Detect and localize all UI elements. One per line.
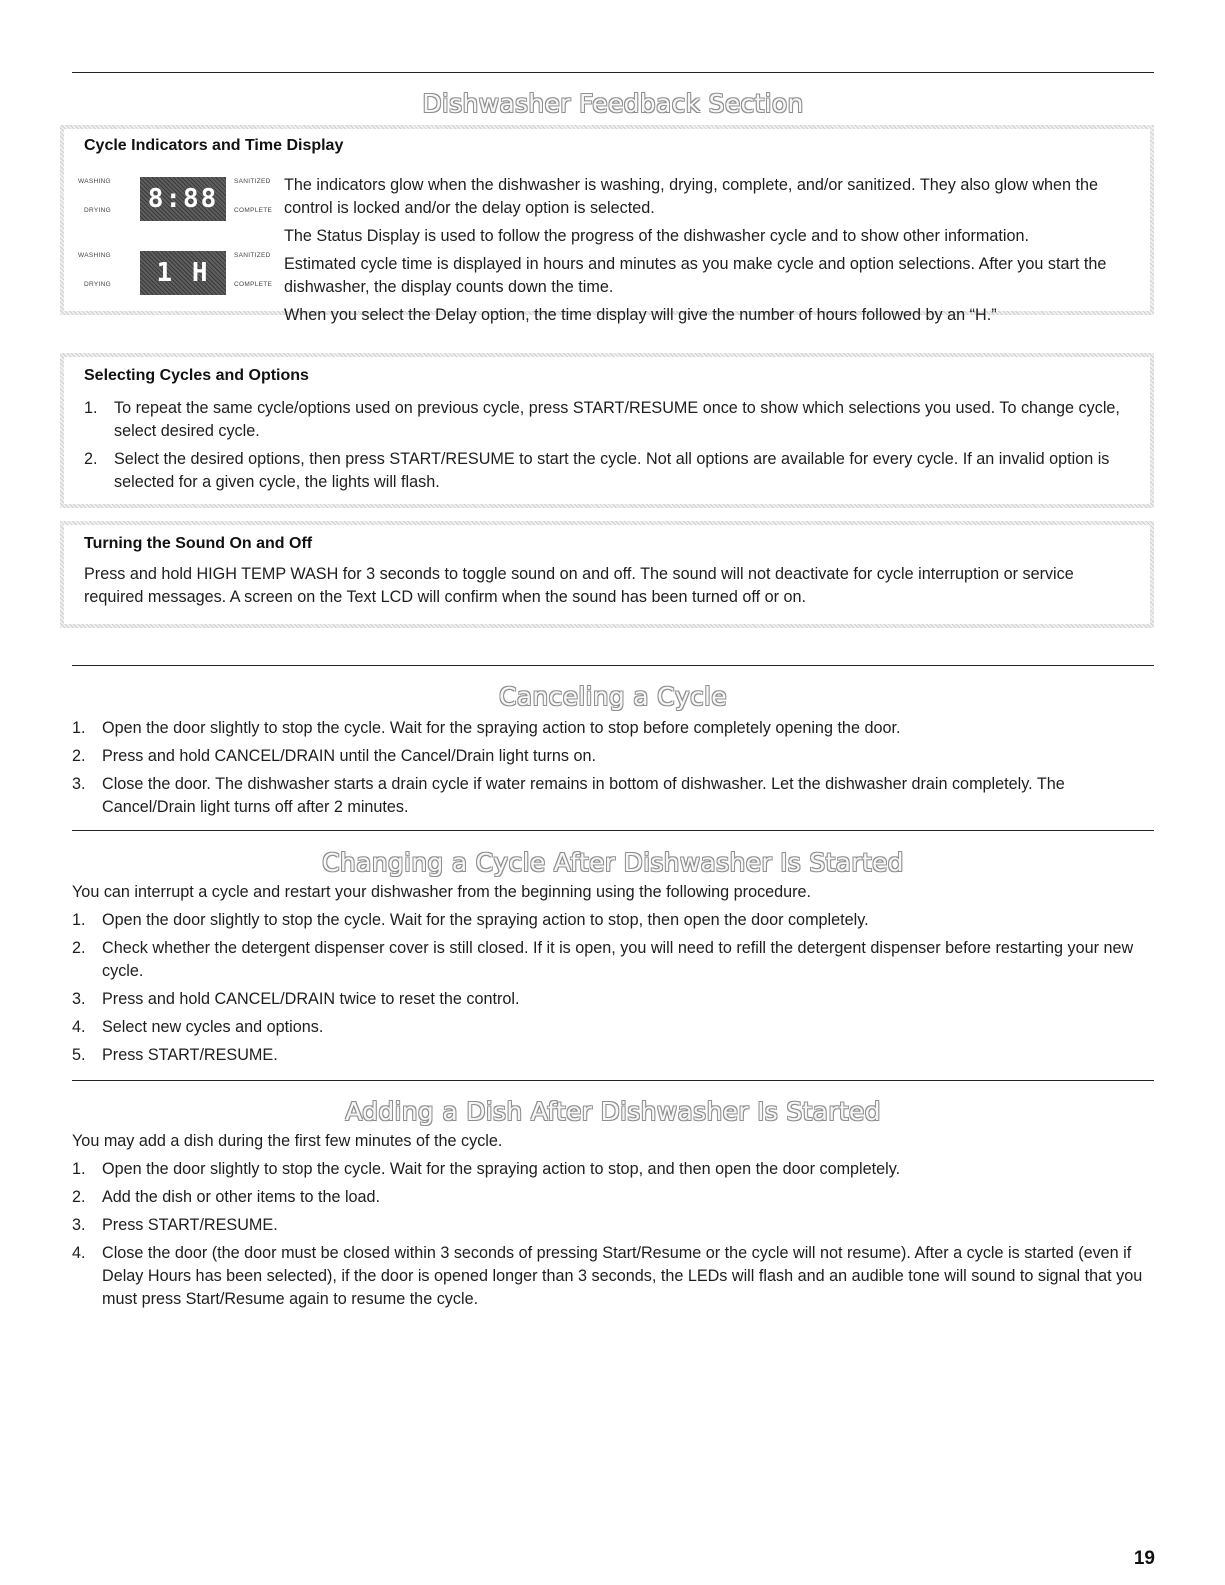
sound-toggle-box bbox=[60, 521, 1154, 628]
status-display-example-2 bbox=[78, 245, 278, 305]
list-item bbox=[72, 1186, 1152, 1209]
canceling-rule bbox=[72, 665, 1154, 666]
canceling-steps-list bbox=[72, 717, 1152, 824]
adding-rule bbox=[72, 1080, 1154, 1081]
selecting-cycles-list bbox=[84, 397, 1130, 494]
top-rule bbox=[72, 72, 1154, 73]
complete-indicator: COMPLETE bbox=[234, 281, 273, 288]
sound-toggle-heading: Turning the Sound On and Off bbox=[84, 535, 313, 552]
adding-section-body bbox=[72, 1130, 1152, 1316]
list-text: Open the door slightly to stop the cycle. Wait for the spraying action to stop, then open the door completely. bbox=[102, 911, 869, 929]
feedback-section-title: Dishwasher Feedback Section bbox=[422, 89, 804, 118]
list-number: 2. bbox=[72, 939, 86, 957]
list-number: 5. bbox=[72, 1046, 86, 1064]
list-text: Press START/RESUME. bbox=[102, 1046, 278, 1064]
delay-option-paragraph: When you select the Delay option, the time display will give the number of hours followed by an “H.” bbox=[284, 306, 997, 324]
indicators-paragraph: The indicators glow when the dishwasher is washing, drying, complete, and/or sanitized. They also glow when the control is locked and/or the delay option is selected. bbox=[284, 176, 1099, 217]
list-text: Close the door. The dishwasher starts a drain cycle if water remains in bottom of dishwasher. Let the dishwasher drain completely. The Cancel/Drain light turns off after 2 minutes. bbox=[102, 775, 1065, 816]
list-number: 1. bbox=[72, 1160, 86, 1178]
list-number: 3. bbox=[72, 1216, 86, 1234]
sound-toggle-text: Press and hold HIGH TEMP WASH for 3 seconds to toggle sound on and off. The sound will not deactivate for cycle interruption or service required messages. A screen on the Text LCD will confirm when the sound has been turned off or on. bbox=[84, 565, 1074, 606]
list-text: Select the desired options, then press START/RESUME to start the cycle. Not all options are available for every cycle. If an invalid option is selected for a given cycle, the lights will flash. bbox=[114, 450, 1110, 491]
list-text: Open the door slightly to stop the cycle. Wait for the spraying action to stop before completely opening the door. bbox=[102, 719, 901, 737]
changing-steps-list bbox=[72, 909, 1152, 1067]
changing-section-body bbox=[72, 881, 1152, 1072]
list-text: Press and hold CANCEL/DRAIN twice to reset the control. bbox=[102, 990, 520, 1008]
list-number: 4. bbox=[72, 1018, 86, 1036]
list-item bbox=[72, 773, 1152, 819]
list-number: 2. bbox=[72, 747, 86, 765]
list-item bbox=[72, 1242, 1152, 1311]
selecting-cycles-heading: Selecting Cycles and Options bbox=[84, 367, 309, 384]
washing-indicator: WASHING bbox=[78, 178, 111, 185]
list-item bbox=[72, 745, 1152, 768]
list-text: Close the door (the door must be closed within 3 seconds of pressing Start/Resume or the cycle will not resume). After a cycle is started (even if Delay Hours has been selected), if the door is opened longer than 3 seconds, the LEDs will flash and an audible tone will sound to signal that you must press Start/Resume again to resume the cycle. bbox=[102, 1244, 1143, 1308]
estimated-time-paragraph: Estimated cycle time is displayed in hours and minutes as you make cycle and option selections. After you start the dishwasher, the display counts down the time. bbox=[284, 255, 1107, 296]
list-text: Select new cycles and options. bbox=[102, 1018, 324, 1036]
selecting-cycles-box bbox=[60, 353, 1154, 508]
list-text: Open the door slightly to stop the cycle. Wait for the spraying action to stop, and then open the door completely. bbox=[102, 1160, 901, 1178]
list-item bbox=[72, 717, 1152, 740]
list-number: 2. bbox=[84, 450, 98, 468]
adding-steps-list bbox=[72, 1158, 1152, 1311]
list-text: Press START/RESUME. bbox=[102, 1216, 278, 1234]
list-item bbox=[84, 397, 1130, 443]
changing-rule bbox=[72, 830, 1154, 831]
list-item bbox=[72, 988, 1152, 1011]
cycle-indicators-box bbox=[60, 125, 1154, 324]
list-number: 4. bbox=[72, 1244, 86, 1262]
sanitized-indicator: SANITIZED bbox=[234, 178, 271, 185]
cycle-indicators-heading: Cycle Indicators and Time Display bbox=[84, 137, 344, 154]
list-number: 3. bbox=[72, 775, 86, 793]
cycle-indicators-text bbox=[284, 174, 1134, 332]
list-text: Press and hold CANCEL/DRAIN until the Cancel/Drain light turns on. bbox=[102, 747, 596, 765]
status-display-paragraph: The Status Display is used to follow the progress of the dishwasher cycle and to show other information. bbox=[284, 227, 1030, 245]
canceling-section-title: Canceling a Cycle bbox=[499, 682, 727, 711]
list-item bbox=[72, 1016, 1152, 1039]
list-number: 2. bbox=[72, 1188, 86, 1206]
list-item bbox=[72, 1158, 1152, 1181]
list-number: 1. bbox=[72, 719, 86, 737]
list-item bbox=[72, 1214, 1152, 1237]
list-text: To repeat the same cycle/options used on previous cycle, press START/RESUME once to show which selections you used. To change cycle, select desired cycle. bbox=[114, 399, 1120, 440]
drying-indicator: DRYING bbox=[84, 207, 111, 214]
page-number: 19 bbox=[1133, 1548, 1155, 1569]
lcd-time-display: 8:88 bbox=[140, 177, 226, 221]
list-number: 3. bbox=[72, 990, 86, 1008]
changing-intro: You can interrupt a cycle and restart your dishwasher from the beginning using the following procedure. bbox=[72, 883, 812, 901]
adding-intro: You may add a dish during the first few minutes of the cycle. bbox=[72, 1132, 503, 1150]
list-item bbox=[72, 1044, 1152, 1067]
list-item bbox=[84, 448, 1130, 494]
list-number: 1. bbox=[84, 399, 98, 417]
status-display-example-1 bbox=[78, 171, 278, 231]
adding-section-title: Adding a Dish After Dishwasher Is Started bbox=[345, 1097, 881, 1126]
sanitized-indicator: SANITIZED bbox=[234, 252, 271, 259]
complete-indicator: COMPLETE bbox=[234, 207, 273, 214]
list-text: Check whether the detergent dispenser cover is still closed. If it is open, you will need to refill the detergent dispenser before restarting your new cycle. bbox=[102, 939, 1134, 980]
list-item bbox=[72, 937, 1152, 983]
list-item bbox=[72, 909, 1152, 932]
changing-section-title: Changing a Cycle After Dishwasher Is Started bbox=[322, 848, 904, 877]
washing-indicator: WASHING bbox=[78, 252, 111, 259]
list-number: 1. bbox=[72, 911, 86, 929]
drying-indicator: DRYING bbox=[84, 281, 111, 288]
lcd-delay-hours-display: 1 H bbox=[140, 251, 226, 295]
list-text: Add the dish or other items to the load. bbox=[102, 1188, 381, 1206]
